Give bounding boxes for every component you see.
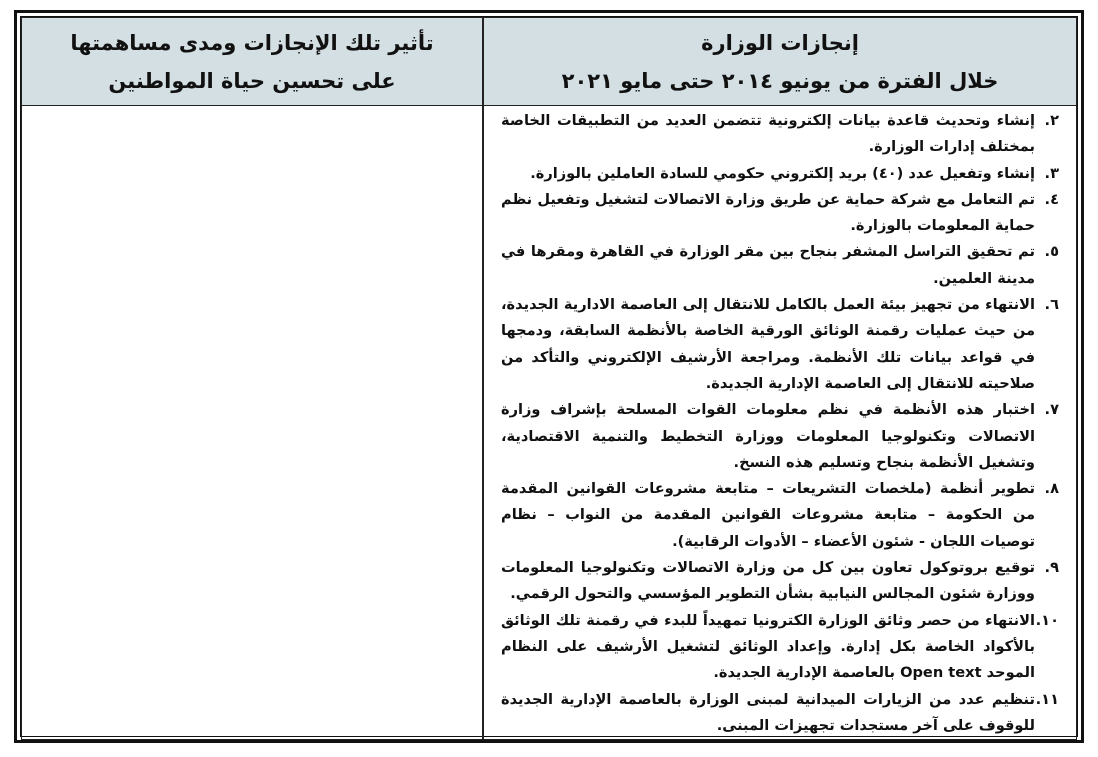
- item-number: ٦.: [1044, 296, 1059, 314]
- list-item: [501, 476, 1059, 555]
- achievements-header: [483, 18, 1077, 106]
- item-text: الانتهاء من حصر وثائق الوزارة الكترونيا تمهيداً للبدء في رقمنة تلك الوثائق بالأكواد الخاصة بكل إدارة. وإعداد الوثائق لتشغيل الأرشيف على النظام الموحد Open text بالعاصمة الإدارية الجديدة.: [501, 611, 1035, 682]
- item-number: ٧.: [1044, 401, 1059, 419]
- impact-title-line1: تأثير تلك الإنجازات ومدى مساهمتها: [70, 30, 434, 55]
- item-text: تطوير أنظمة (ملخصات التشريعات – متابعة مشروعات القوانين المقدمة من الحكومة – متابعة مشروعات القوانين المقدمة من النواب – نظام توصيات اللجان - شئون الأعضاء – الأدوات الرقابية).: [501, 480, 1035, 550]
- item-text: الانتهاء من تجهيز بيئة العمل بالكامل للانتقال إلى العاصمة الادارية الجديدة، من حيث عمليات رقمنة الوثائق الورقية الخاصة بالأنظمة السابقة، ودمجها في قواعد بيانات تلك الأنظمة. ومراجعة الأرشيف الإلكتروني والتأكد من صلاحيته للانتقال إلى العاصمة الإدارية الجديدة.: [501, 296, 1035, 392]
- item-number: ١١.: [1035, 690, 1059, 708]
- item-number: ٣.: [1044, 164, 1059, 182]
- list-item: [501, 687, 1059, 740]
- item-number: ٨.: [1044, 480, 1059, 498]
- achievements-title: إنجازات الوزارة: [701, 30, 859, 55]
- item-number: ٥.: [1044, 243, 1059, 261]
- list-item: [501, 555, 1059, 608]
- item-number: ٢.: [1044, 112, 1059, 129]
- achievements-period: خلال الفترة من يونيو ٢٠١٤ حتى مايو ٢٠٢١: [561, 68, 999, 93]
- list-item: [501, 608, 1059, 687]
- impact-title-line2: على تحسين حياة المواطنين: [108, 68, 396, 93]
- achievements-list: [484, 106, 1076, 739]
- list-item: [501, 108, 1059, 161]
- item-number: ٩.: [1044, 559, 1059, 577]
- item-text: اختبار هذه الأنظمة في نظم معلومات القوات المسلحة بإشراف وزارة الاتصالات وتكنولوجيا المعلومات ووزارة التخطيط والتنمية الاقتصادية، وتشغيل الأنظمة بنجاح وتسليم هذه النسخ.: [501, 401, 1035, 471]
- achievements-cell: [483, 106, 1077, 740]
- impact-cell: [22, 106, 484, 740]
- list-item: [501, 239, 1059, 292]
- item-number: ٤.: [1044, 190, 1059, 208]
- item-number: ١٠.: [1035, 611, 1059, 629]
- item-text: تم تحقيق التراسل المشفر بنجاح بين مقر الوزارة في القاهرة ومقرها في مدينة العلمين.: [501, 243, 1035, 287]
- list-item: [501, 161, 1059, 187]
- table-body-row: [22, 106, 1077, 740]
- item-text: إنشاء وتفعيل عدد (٤٠) بريد إلكتروني حكومي للسادة العاملين بالوزارة.: [530, 164, 1035, 182]
- item-text: تم التعامل مع شركة حماية عن طريق وزارة الاتصالات لتشغيل وتفعيل نظم حماية المعلومات بالوزارة.: [501, 190, 1035, 235]
- list-item: [501, 187, 1059, 240]
- achievements-table: [21, 17, 1077, 740]
- table-frame: [20, 16, 1078, 737]
- table-header-row: [22, 18, 1077, 106]
- item-text: إنشاء وتحديث قاعدة بيانات إلكترونية تتضمن العديد من التطبيقات الخاصة بمختلف إدارات الوزارة.: [501, 112, 1035, 156]
- item-text: تنظيم عدد من الزيارات الميدانية لمبنى الوزارة بالعاصمة الإدارية الجديدة للوقوف على آخر مستجدات تجهيزات المبنى.: [501, 690, 1035, 734]
- impact-header: [22, 18, 484, 106]
- list-item: [501, 292, 1059, 397]
- page-frame: [14, 10, 1084, 743]
- list-item: [501, 397, 1059, 476]
- item-text: توقيع بروتوكول تعاون بين كل من وزارة الاتصالات وتكنولوجيا المعلومات ووزارة شئون المجالس النيابية بشأن التطوير المؤسسي والتحول الرقمي.: [501, 559, 1035, 603]
